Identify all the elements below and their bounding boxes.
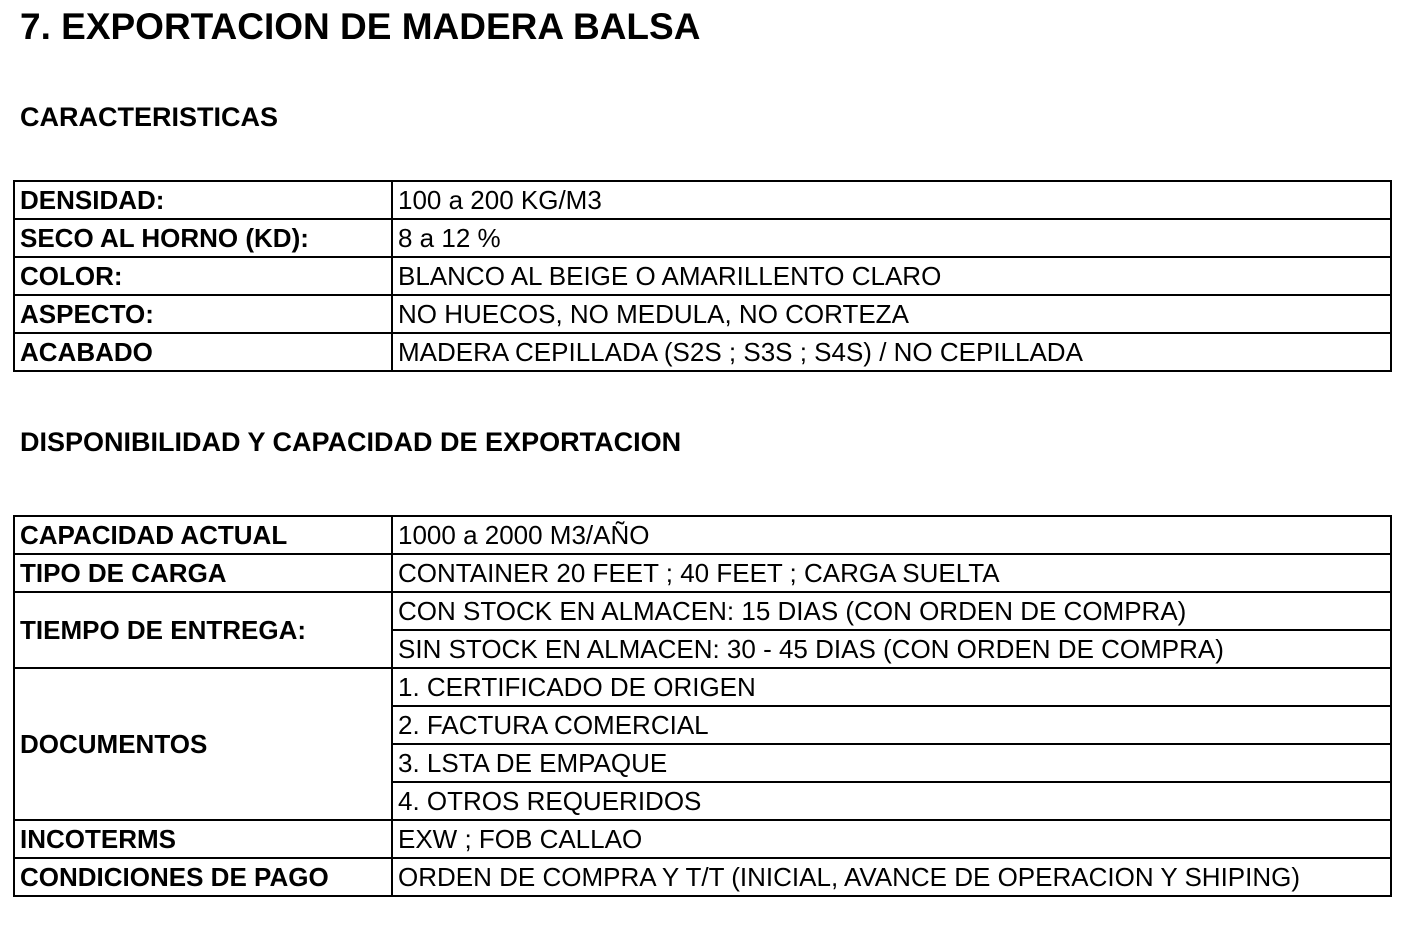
disponibilidad-table <box>13 515 1392 897</box>
row-value: BLANCO AL BEIGE O AMARILLENTO CLARO <box>392 257 1391 295</box>
incoterms-label: INCOTERMS <box>14 820 392 858</box>
table-row <box>14 257 1391 295</box>
documentos-label: DOCUMENTOS <box>14 668 392 820</box>
incoterms-value: EXW ; FOB CALLAO <box>392 820 1391 858</box>
table-row <box>14 820 1391 858</box>
documento-item: 3. LSTA DE EMPAQUE <box>392 744 1391 782</box>
row-value: MADERA CEPILLADA (S2S ; S3S ; S4S) / NO CEPILLADA <box>392 333 1391 371</box>
row-label: ACABADO <box>14 333 392 371</box>
table-row <box>14 554 1391 592</box>
table-row <box>14 181 1391 219</box>
documento-item: 2. FACTURA COMERCIAL <box>392 706 1391 744</box>
section-title-disponibilidad: DISPONIBILIDAD Y CAPACIDAD DE EXPORTACION <box>20 427 682 457</box>
section-title-caracteristicas: CARACTERISTICAS <box>20 102 279 132</box>
tipo-carga-value: CONTAINER 20 FEET ; 40 FEET ; CARGA SUELTA <box>392 554 1391 592</box>
table-row <box>14 858 1391 896</box>
table-row <box>14 333 1391 371</box>
table-row <box>14 219 1391 257</box>
caracteristicas-table <box>13 180 1392 372</box>
documento-item: 1. CERTIFICADO DE ORIGEN <box>392 668 1391 706</box>
capacidad-label: CAPACIDAD ACTUAL <box>14 516 392 554</box>
condiciones-pago-label: CONDICIONES DE PAGO <box>14 858 392 896</box>
tiempo-entrega-label: TIEMPO DE ENTREGA: <box>14 592 392 668</box>
tipo-carga-label: TIPO DE CARGA <box>14 554 392 592</box>
row-value: NO HUECOS, NO MEDULA, NO CORTEZA <box>392 295 1391 333</box>
page-title: 7. EXPORTACION DE MADERA BALSA <box>20 6 701 47</box>
table-row <box>14 295 1391 333</box>
row-label: SECO AL HORNO (KD): <box>14 219 392 257</box>
tiempo-entrega-value: CON STOCK EN ALMACEN: 15 DIAS (CON ORDEN DE COMPRA) <box>392 592 1391 630</box>
row-label: COLOR: <box>14 257 392 295</box>
table-row <box>14 592 1391 630</box>
row-label: ASPECTO: <box>14 295 392 333</box>
table-row <box>14 516 1391 554</box>
table-row <box>14 668 1391 706</box>
documento-item: 4. OTROS REQUERIDOS <box>392 782 1391 820</box>
capacidad-value: 1000 a 2000 M3/AÑO <box>392 516 1391 554</box>
row-value: 100 a 200 KG/M3 <box>392 181 1391 219</box>
row-value: 8 a 12 % <box>392 219 1391 257</box>
row-label: DENSIDAD: <box>14 181 392 219</box>
condiciones-pago-value: ORDEN DE COMPRA Y T/T (INICIAL, AVANCE DE OPERACION Y SHIPING) <box>392 858 1391 896</box>
tiempo-entrega-value: SIN STOCK EN ALMACEN: 30 - 45 DIAS (CON ORDEN DE COMPRA) <box>392 630 1391 668</box>
